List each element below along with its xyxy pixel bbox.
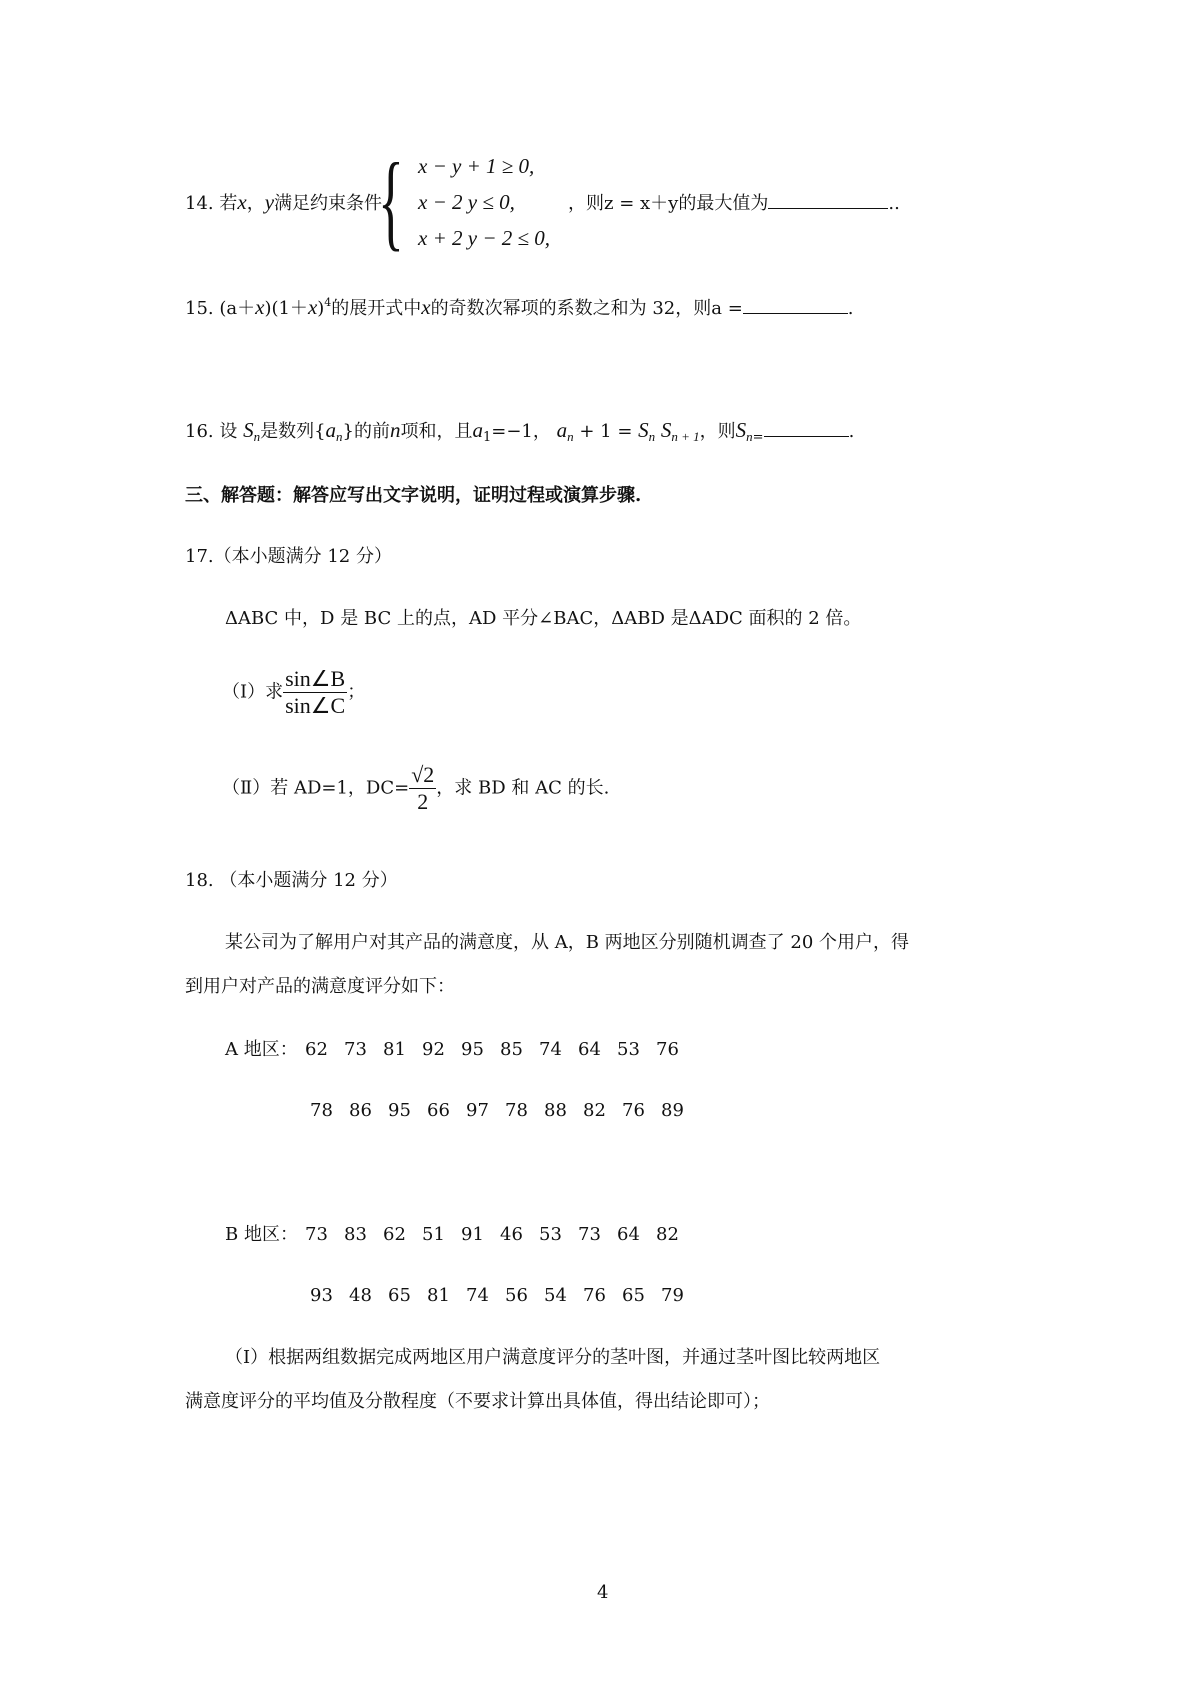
constraint-2: x − 2 y ≤ 0, — [418, 190, 515, 214]
q18-intro-line2: 到用户对产品的满意度评分如下： — [185, 976, 455, 997]
q16: 16. 设 $S_n$是数列$\{a_n\}$的前n项和，且$a_1=-1$， $a_n + 1 = S_n$ $S_{n + 1}$，则$S_{n=}$ . — [185, 418, 855, 445]
q17-title: 17.（本小题满分 12 分） — [185, 546, 392, 567]
system-brace: { — [378, 142, 404, 261]
sin-ratio-fraction: $\frac{\sin\angle B}{\sin\angle C}$ — [285, 666, 346, 718]
q18-part1-line2: 满意度评分的平均值及分散程度（不要求计算出具体值，得出结论即可）； — [185, 1391, 770, 1412]
q14-lead: 14. 若x，y满足约束条件 — [185, 190, 383, 214]
region-a-row-1: A 地区： 62 73 81 92 95 85 74 64 53 76 — [225, 1039, 679, 1060]
q18-part1-line1: （Ⅰ）根据两组数据完成两地区用户满意度评分的茎叶图，并通过茎叶图比较两地区 — [225, 1347, 881, 1368]
q17-stem: ΔABC 中，D 是 BC 上的点，AD 平分∠BAC，ΔABD 是ΔADC 面积的 2 倍。 — [225, 608, 862, 629]
answer-blank-16[interactable] — [764, 420, 849, 437]
region-b-row-2: 93 48 65 81 74 56 54 76 65 79 — [310, 1285, 684, 1306]
q17-part2: （Ⅱ）若 AD=1，DC= $\frac{√2}{2}$ ，求 BD 和 AC 的长. — [222, 762, 610, 814]
section-3-heading: 三、解答题：解答应写出文字说明，证明过程或演算步骤. — [185, 485, 642, 506]
q15: 15. $(a+x)(1+x)^4$的展开式中x的奇数次幂项的系数之和为 32，则a = . — [185, 295, 854, 319]
sqrt2-over-2-fraction: $\frac{√2}{2}$ — [411, 762, 435, 814]
answer-blank-14[interactable] — [768, 192, 888, 209]
q17-part1: （Ⅰ）求 $\frac{\sin\angle B}{\sin\angle C}$ ； — [222, 666, 366, 718]
constraint-1: x − y + 1 ≥ 0, — [418, 154, 535, 178]
constraint-3: x + 2 y − 2 ≤ 0, — [418, 226, 551, 250]
q14-tail: ，则z = x＋y的最大值为 .. — [568, 193, 900, 214]
region-b-row-1: B 地区： 73 83 62 51 91 46 53 73 64 82 — [225, 1224, 679, 1245]
q18-intro-line1: 某公司为了解用户对其产品的满意度，从 A，B 两地区分别随机调查了 20 个用户，得 — [225, 932, 910, 953]
region-a-row-2: 78 86 95 66 97 78 88 82 76 89 — [310, 1100, 684, 1121]
q18-title: 18. （本小题满分 12 分） — [185, 870, 398, 891]
answer-blank-15[interactable] — [743, 297, 848, 314]
page-number: 4 — [597, 1582, 609, 1603]
